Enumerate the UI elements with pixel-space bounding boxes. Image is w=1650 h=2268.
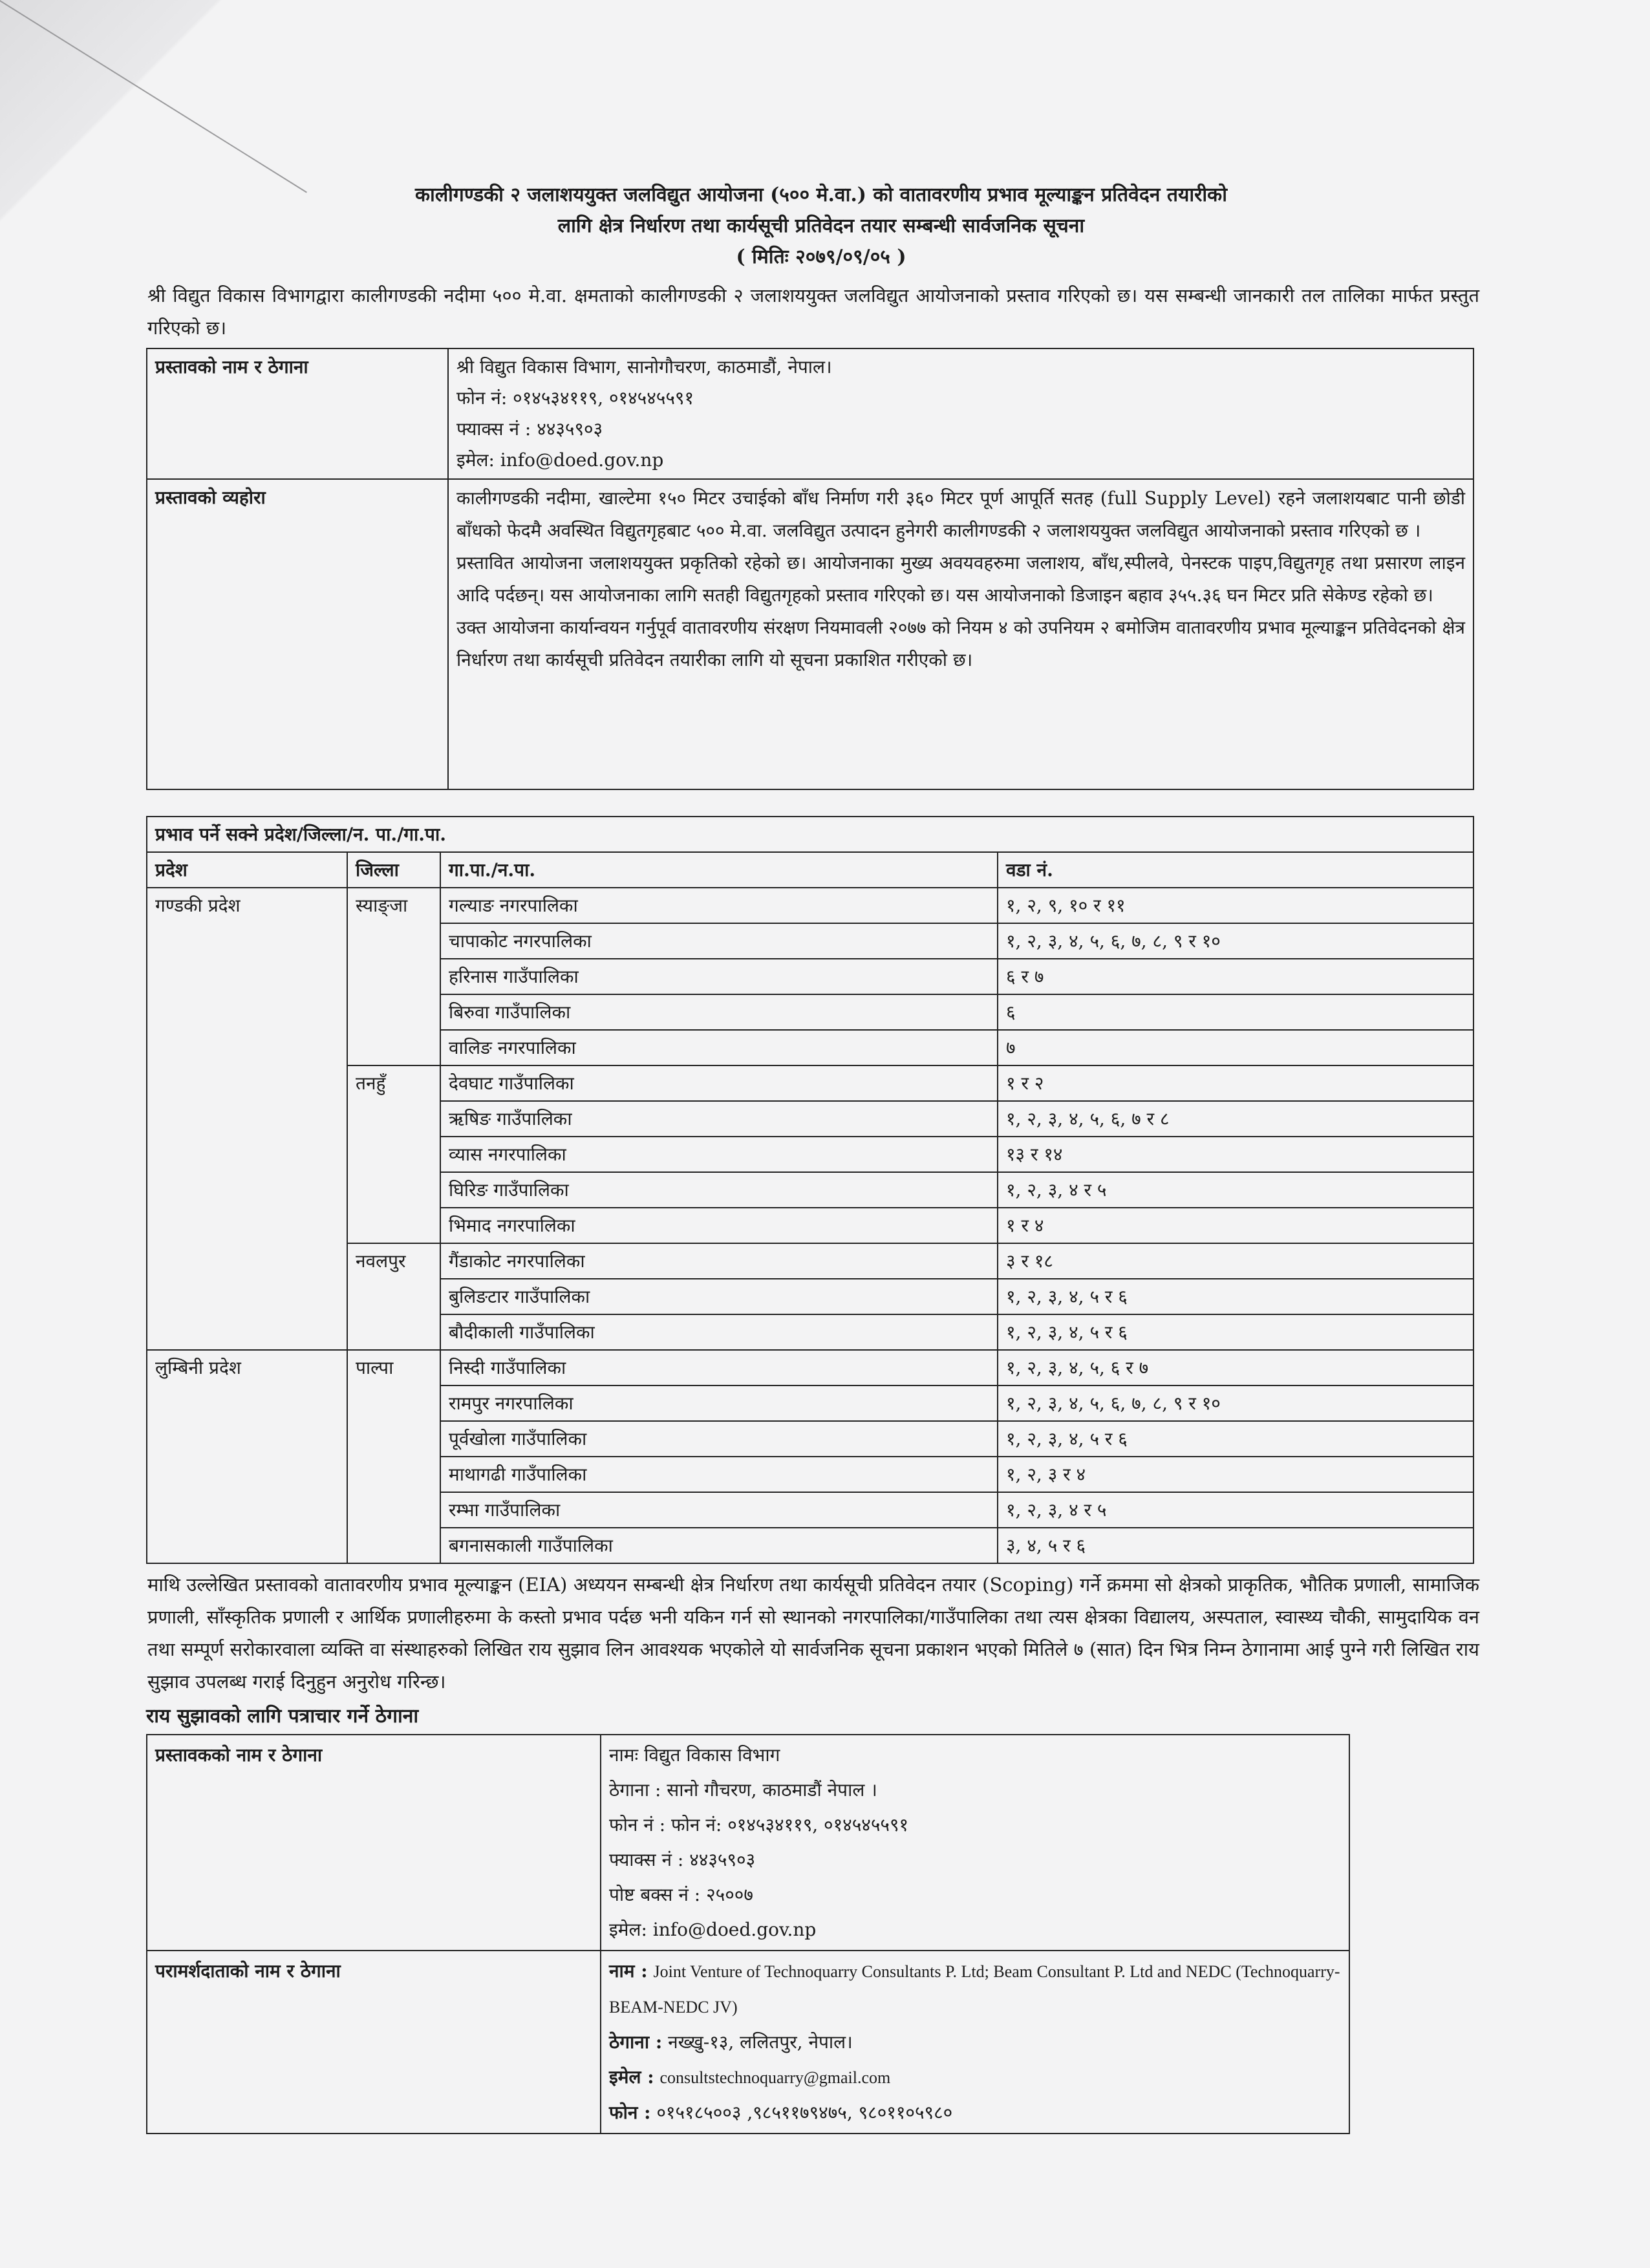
details-paragraph: उक्त आयोजना कार्यान्वयन गर्नुपूर्व वातावरणीय संरक्षण नियमावली २०७७ को नियम ४ को उपनियम २ बमोजिम वातावरणीय प्रभाव मूल्याङ्कन प्रतिवेदनको क्षेत्र निर्धारण तथा कार्यसूची प्रतिवेदन तयारीका लागि यो सूचना प्रकाशित गरीएको छ। xyxy=(456,617,1465,670)
contact-consultant-label: परामर्शदाताको नाम र ठेगाना xyxy=(147,1951,601,2134)
proponent-name-cell xyxy=(448,348,1473,479)
col-header-province: प्रदेश xyxy=(147,852,347,888)
ward-cell: १, २, ३, ४ र ५ xyxy=(998,1492,1473,1528)
municipality-cell: गैंडाकोट नगरपालिका xyxy=(440,1243,998,1279)
consultant-address-line xyxy=(609,2025,1341,2060)
proponent-table xyxy=(146,348,1474,790)
contact-proponent-label: प्रस्तावकको नाम र ठेगाना xyxy=(147,1735,601,1951)
municipality-cell: बिरुवा गाउँपालिका xyxy=(440,994,998,1030)
details-paragraph: प्रस्तावित आयोजना जलाशययुक्त प्रकृतिको रहेको छ। आयोजनाका मुख्य अवयवहरुमा जलाशय, बाँध,स्पीलवे, पेनस्टक पाइप,विद्युतगृह तथा प्रसारण लाइन आदि पर्दछन्। यस आयोजनाका लागि सतही विद्युतगृहको प्रस्ताव गरिएको छ। यस आयोजनाको डिजाइन बहाव ३५५.३६ घन मिटर प्रति सेकेण्ड रहेको छ। xyxy=(456,552,1465,606)
consultant-email-key: इमेल : xyxy=(609,2066,654,2088)
contact-line: पोष्ट बक्स नं : २५००७ xyxy=(609,1884,753,1905)
contact-proponent-cell xyxy=(601,1735,1349,1951)
contact-line: नामः विद्युत विकास विभाग xyxy=(609,1744,780,1766)
consultant-name-key: नाम : xyxy=(609,1960,648,1982)
ward-cell: १, २, ३, ४, ५, ६, ७ र ८ xyxy=(998,1101,1473,1137)
consultant-email-line xyxy=(609,2060,1341,2095)
consultant-phone-key: फोन : xyxy=(609,2102,651,2123)
ward-cell: १, २, ३, ४, ५, ६ र ७ xyxy=(998,1350,1473,1385)
ward-cell: १, २, ३, ४, ५ र ६ xyxy=(998,1279,1473,1314)
proponent-line: श्री विद्युत विकास विभाग, सानोगौचरण, काठमाडौं, नेपाल। xyxy=(456,356,832,378)
consultant-name-line xyxy=(609,1954,1341,2025)
municipality-cell: ऋषिङ गाउँपालिका xyxy=(440,1101,998,1137)
notice-date: ( मितिः २०७९/०९/०५ ) xyxy=(736,246,906,268)
col-header-ward: वडा नं. xyxy=(998,852,1473,888)
proponent-line: फोन नं: ०१४५३४११९, ०१४५४५५९१ xyxy=(456,387,694,409)
ward-cell: ३ र १८ xyxy=(998,1243,1473,1279)
affected-table-header xyxy=(147,852,1473,888)
col-header-municipality: गा.पा./न.पा. xyxy=(440,852,998,888)
contact-consultant-cell xyxy=(601,1951,1349,2134)
ward-cell: १, २, ३ र ४ xyxy=(998,1457,1473,1492)
consultant-name: Joint Venture of Technoquarry Consultants P. Ltd; Beam Consultant P. Ltd and NEDC (Technoquarry-BEAM-NEDC JV) xyxy=(609,1962,1340,2017)
contact-consultant-row xyxy=(147,1951,1349,2134)
municipality-cell: देवघाट गाउँपालिका xyxy=(440,1065,998,1101)
ward-cell: ६ xyxy=(998,994,1473,1030)
municipality-cell: बुलिङटार गाउँपालिका xyxy=(440,1279,998,1314)
municipality-cell: घिरिङ गाउँपालिका xyxy=(440,1172,998,1208)
ward-cell: १, २, ९, १० र ११ xyxy=(998,888,1473,923)
province-cell: लुम्बिनी प्रदेश xyxy=(147,1350,347,1563)
municipality-cell: वालिङ नगरपालिका xyxy=(440,1030,998,1065)
district-cell: पाल्पा xyxy=(347,1350,440,1563)
contact-heading: राय सुझावको लागि पत्राचार गर्ने ठेगाना xyxy=(146,1705,419,1728)
contact-proponent-row xyxy=(147,1735,1349,1951)
consultant-address: नख्खु-१३, ललितपुर, नेपाल। xyxy=(668,2031,853,2053)
municipality-cell: पूर्वखोला गाउँपालिका xyxy=(440,1421,998,1457)
details-cell xyxy=(448,479,1473,789)
proponent-row xyxy=(147,348,1473,479)
table-row xyxy=(147,1350,1473,1385)
details-paragraph: कालीगण्डकी नदीमा, खाल्टेमा १५० मिटर उचाईको बाँध निर्माण गरी ३६० मिटर पूर्ण आपूर्ति सतह (full Supply Level) रहने जलाशयबाट पानी छोडी बाँधको फेदमै अवस्थित विद्युतगृहबाट ५०० मे.वा. जलविद्युत उत्पादन हुनेगरी कालीगण्डकी २ जलाशययुक्त जलविद्युत आयोजनाको प्रस्ताव गरिएको छ । xyxy=(456,487,1465,541)
table-row xyxy=(147,888,1473,923)
contact-line: ठेगाना : सानो गौचरण, काठमाडौं नेपाल । xyxy=(609,1779,877,1801)
ward-cell: १, २, ३, ४, ५ र ६ xyxy=(998,1421,1473,1457)
municipality-cell: बगनासकाली गाउँपालिका xyxy=(440,1528,998,1563)
municipality-cell: बौदीकाली गाउँपालिका xyxy=(440,1314,998,1350)
ward-cell: १, २, ३, ४ र ५ xyxy=(998,1172,1473,1208)
affected-table-title-row xyxy=(147,817,1473,852)
district-cell: तनहुँ xyxy=(347,1065,440,1243)
ward-cell: ६ र ७ xyxy=(998,959,1473,994)
municipality-cell: निस्दी गाउँपालिका xyxy=(440,1350,998,1385)
municipality-cell: गल्याङ नगरपालिका xyxy=(440,888,998,923)
municipality-cell: व्यास नगरपालिका xyxy=(440,1137,998,1172)
contact-line: इमेल: info@doed.gov.np xyxy=(609,1919,817,1940)
intro-paragraph: श्री विद्युत विकास विभागद्वारा कालीगण्डकी नदीमा ५०० मे.वा. क्षमताको कालीगण्डकी २ जलाशययुक्त जलविद्युत आयोजनाको प्रस्ताव गरिएको छ। यस सम्बन्धी जानकारी तल तालिका मार्फत प्रस्तुत गरिएको छ। xyxy=(147,284,1479,339)
consultant-email: consultstechnoquarry@gmail.com xyxy=(659,2068,891,2087)
proponent-line: इमेल: info@doed.gov.np xyxy=(456,449,664,471)
ward-cell: १, २, ३, ४, ५, ६, ७, ८, ९ र १० xyxy=(998,1385,1473,1421)
municipality-cell: चापाकोट नगरपालिका xyxy=(440,923,998,959)
notice-title-line1: कालीगण्डकी २ जलाशययुक्त जलविद्युत आयोजना (५०० मे.वा.) को वातावरणीय प्रभाव मूल्याङ्कन प्रतिवेदन तयारीको xyxy=(415,184,1227,206)
proponent-name-label: प्रस्तावको नाम र ठेगाना xyxy=(147,348,448,479)
consultant-phone-line xyxy=(609,2095,1341,2130)
affected-areas-table xyxy=(146,816,1474,1564)
contact-line: फ्याक्स नं : ४४३५९०३ xyxy=(609,1849,756,1870)
ward-cell: ७ xyxy=(998,1030,1473,1065)
province-cell: गण्डकी प्रदेश xyxy=(147,888,347,1350)
ward-cell: १, २, ३, ४, ५ र ६ xyxy=(998,1314,1473,1350)
details-label: प्रस्तावको व्यहोरा xyxy=(147,479,448,789)
district-cell: नवलपुर xyxy=(347,1243,440,1350)
municipality-cell: हरिनास गाउँपालिका xyxy=(440,959,998,994)
contact-line: फोन नं : फोन नं: ०१४५३४११९, ०१४५४५५९१ xyxy=(609,1814,909,1835)
municipality-cell: रामपुर नगरपालिका xyxy=(440,1385,998,1421)
municipality-cell: भिमाद नगरपालिका xyxy=(440,1208,998,1243)
details-row xyxy=(147,479,1473,789)
notice-title-line2: लागि क्षेत्र निर्धारण तथा कार्यसूची प्रतिवेदन तयार सम्बन्धी सार्वजनिक सूचना xyxy=(557,215,1085,237)
contact-table xyxy=(146,1734,1350,2134)
ward-cell: १३ र १४ xyxy=(998,1137,1473,1172)
ward-cell: १ र ४ xyxy=(998,1208,1473,1243)
district-cell: स्याङ्जा xyxy=(347,888,440,1065)
affected-table-title: प्रभाव पर्ने सक्ने प्रदेश/जिल्ला/न. पा./गा.पा. xyxy=(147,817,1473,852)
col-header-district: जिल्ला xyxy=(347,852,440,888)
ward-cell: १, २, ३, ४, ५, ६, ७, ८, ९ र १० xyxy=(998,923,1473,959)
ward-cell: १ र २ xyxy=(998,1065,1473,1101)
closing-paragraph: माथि उल्लेखित प्रस्तावको वातावरणीय प्रभाव मूल्याङ्कन (EIA) अध्ययन सम्बन्धी क्षेत्र निर्धारण तथा कार्यसूची प्रतिवेदन तयार (Scoping) गर्ने क्रममा सो क्षेत्रको प्राकृतिक, भौतिक प्रणाली, सामाजिक प्रणाली, साँस्कृतिक प्रणाली र आर्थिक प्रणालीहरुमा के कस्तो प्रभाव पर्दछ भनी यकिन गर्न सो स्थानको नगरपालिका/गाउँपालिका तथा त्यस क्षेत्रका विद्यालय, अस्पताल, स्वास्थ्य चौकी, सामुदायिक वन तथा सम्पूर्ण सरोकारवाला व्यक्ति वा संस्थाहरुको लिखित राय सुझाव लिन आवश्यक भएकोले यो सार्वजनिक सूचना प्रकाशन भएको मितिले ७ (सात) दिन भित्र निम्न ठेगानामा आई पुग्ने गरी लिखित राय सुझाव उपलब्ध गराई दिनुहुन अनुरोध गरिन्छ। xyxy=(147,1574,1479,1693)
notice-header xyxy=(149,180,1494,273)
municipality-cell: रम्भा गाउँपालिका xyxy=(440,1492,998,1528)
municipality-cell: माथागढी गाउँपालिका xyxy=(440,1457,998,1492)
consultant-phone: ०१५१८५००३ ,९८५११७९४७५, ९८०११०५९८० xyxy=(656,2102,953,2123)
consultant-address-key: ठेगाना : xyxy=(609,2031,663,2053)
proponent-line: फ्याक्स नं : ४४३५९०३ xyxy=(456,418,603,440)
ward-cell: ३, ४, ५ र ६ xyxy=(998,1528,1473,1563)
